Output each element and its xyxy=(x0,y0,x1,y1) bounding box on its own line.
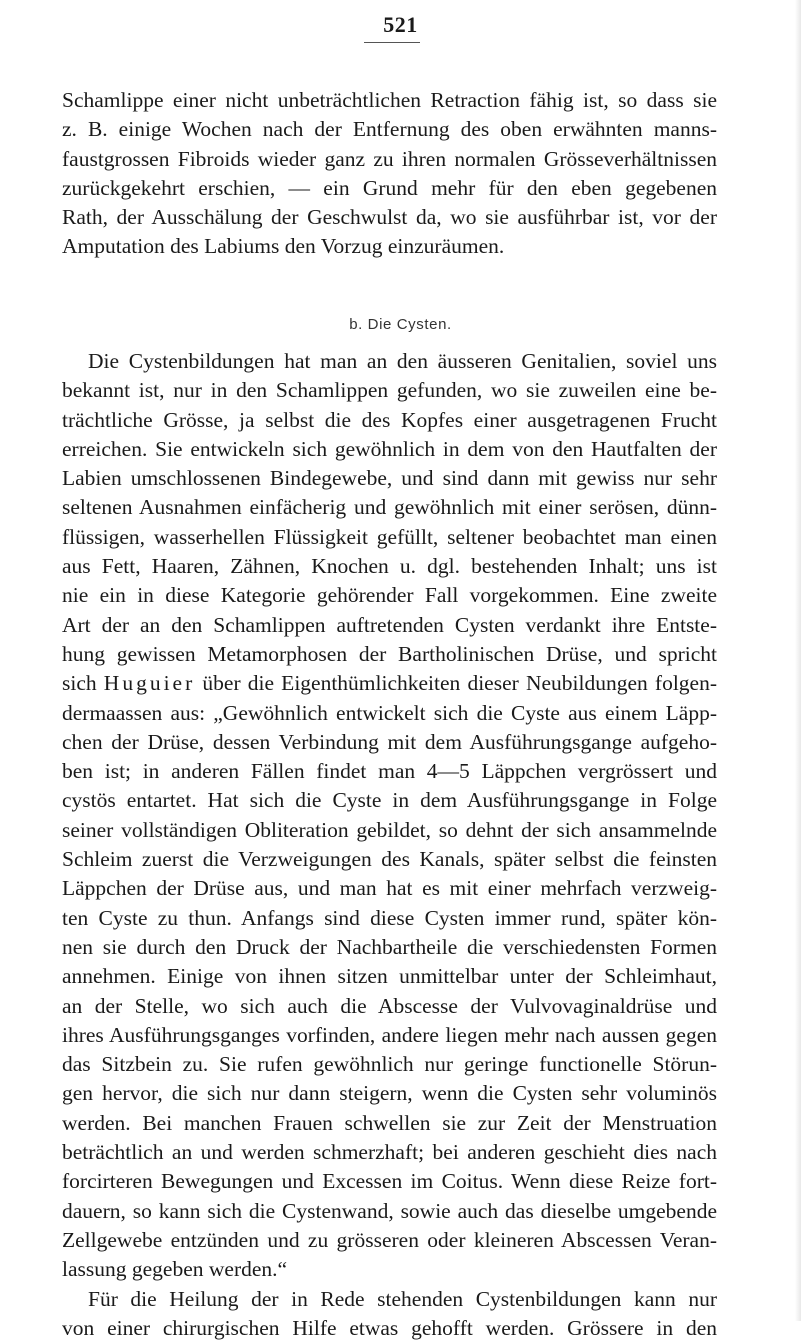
page-number: 521 xyxy=(383,12,418,37)
text-line: faustgrossen Fibroids wieder ganz zu ihren normalen Grösseverhältnissen xyxy=(62,146,717,171)
text-line: ten Cyste zu thun. Anfangs sind diese Cysten immer rund, später kön- xyxy=(62,905,717,930)
text-line: seltenen Ausnahmen einfächerig und gewöhnlich mit einer serösen, dünn- xyxy=(62,495,717,520)
page-number-underline xyxy=(364,42,420,43)
text-line: chen der Drüse, dessen Verbindung mit dem Ausführungsgange aufgeho- xyxy=(62,729,717,754)
text-line: Art der an den Schamlippen auftretenden Cysten verdankt ihre Entste- xyxy=(62,612,717,637)
text-line: bekannt ist, nur in den Schamlippen gefunden, wo sie zuweilen eine be- xyxy=(62,378,717,403)
text-line: Schleim zuerst die Verzweigungen des Kanals, später selbst die feinsten xyxy=(62,847,717,872)
text-line: seiner vollständigen Obliteration gebildet, so dehnt der sich ansammelnde xyxy=(62,817,717,842)
text-line: Für die Heilung der in Rede stehenden Cystenbildungen kann nur xyxy=(88,1286,717,1311)
text-line: lassung gegeben werden.“ xyxy=(62,1257,288,1282)
text-line: Läppchen der Drüse aus, und man hat es mit einer mehrfach verzweig- xyxy=(62,876,717,901)
author-name: Huguier xyxy=(103,671,196,696)
page-edge-shadow xyxy=(795,0,801,1321)
text-line: hung gewissen Metamorphosen der Bartholinischen Drüse, und spricht xyxy=(62,641,717,666)
text-line: dermaassen aus: „Gewöhnlich entwickelt sich die Cyste aus einem Läpp- xyxy=(62,700,717,725)
text-line: dauern, so kann sich die Cystenwand, sowie auch das dieselbe umgebende xyxy=(62,1198,717,1223)
text-line: aus Fett, Haaren, Zähnen, Knochen u. dgl. bestehenden Inhalt; uns ist xyxy=(62,554,717,579)
text-line: beträchtlich an und werden schmerzhaft; bei anderen geschieht dies nach xyxy=(62,1140,717,1165)
text-line: Amputation des Labiums den Vorzug einzuräumen. xyxy=(62,234,505,259)
text-line-with-author xyxy=(62,669,717,698)
text-line: Rath, der Ausschälung der Geschwulst da, wo sie ausführbar ist, vor der xyxy=(62,205,717,230)
text-line: Schamlippe einer nicht unbeträchtlichen Retraction fähig ist, so dass sie xyxy=(62,88,717,112)
text-line: Labien umschlossenen Bindegewebe, und sind dann mit gewiss nur sehr xyxy=(62,466,717,491)
text-line: flüssigen, wasserhellen Flüssigkeit gefüllt, seltener beobachtet man einen xyxy=(62,524,717,549)
text-line: Die Cystenbildungen hat man an den äusseren Genitalien, soviel uns xyxy=(88,349,717,373)
text-line: an der Stelle, wo sich auch die Abscesse der Vulvovaginaldrüse und xyxy=(62,993,717,1018)
text-line: von einer chirurgischen Hilfe etwas gehofft werden. Grössere in den xyxy=(62,1315,717,1340)
paragraph-2 xyxy=(62,347,717,1285)
text-line: nie ein in diese Kategorie gehörender Fall vorgekommen. Eine zweite xyxy=(62,583,717,608)
text-line: das Sitzbein zu. Sie rufen gewöhnlich nur geringe functionelle Störun- xyxy=(62,1052,717,1077)
text-line: ben ist; in anderen Fällen findet man 4—5 Läppchen vergrössert und xyxy=(62,759,717,784)
text-line: erreichen. Sie entwickeln sich gewöhnlich in dem von den Hautfalten der xyxy=(62,436,717,461)
text-line: z. B. einige Wochen nach der Entfernung des oben erwähnten manns- xyxy=(62,117,717,142)
text-line: ihres Ausführungsganges vorfinden, andere liegen mehr nach aussen gegen xyxy=(62,1022,717,1047)
text-line: forcirteren Bewegungen und Excessen im Coitus. Wenn diese Reize fort- xyxy=(62,1169,717,1194)
text-line: gen hervor, die sich nur dann steigern, wenn die Cysten sehr voluminös xyxy=(62,1081,717,1106)
text-line: trächtliche Grösse, ja selbst die des Kopfes einer ausgetragenen Frucht xyxy=(62,407,717,432)
text-line: nen sie durch den Druck der Nachbartheile die verschiedensten Formen xyxy=(62,934,717,959)
text-fragment: sich xyxy=(62,671,104,696)
text-line: cystös entartet. Hat sich die Cyste in dem Ausführungsgange in Folge xyxy=(62,788,717,813)
text-fragment: über die Eigenthümlichkeiten dieser Neubildungen folgen- xyxy=(195,671,717,696)
text-line: Zellgewebe entzünden und zu grösseren oder kleineren Abscessen Veran- xyxy=(62,1227,717,1252)
text-line: werden. Bei manchen Frauen schwellen sie zur Zeit der Menstruation xyxy=(62,1110,717,1135)
text-line: annehmen. Einige von ihnen sitzen unmittelbar unter der Schleimhaut, xyxy=(62,964,717,989)
paragraph-1 xyxy=(62,86,717,262)
section-heading: b. Die Cysten. xyxy=(349,316,452,333)
paragraph-3 xyxy=(62,1285,717,1343)
text-line: zurückgekehrt erschien, — ein Grund mehr für den eben gegebenen xyxy=(62,175,717,200)
